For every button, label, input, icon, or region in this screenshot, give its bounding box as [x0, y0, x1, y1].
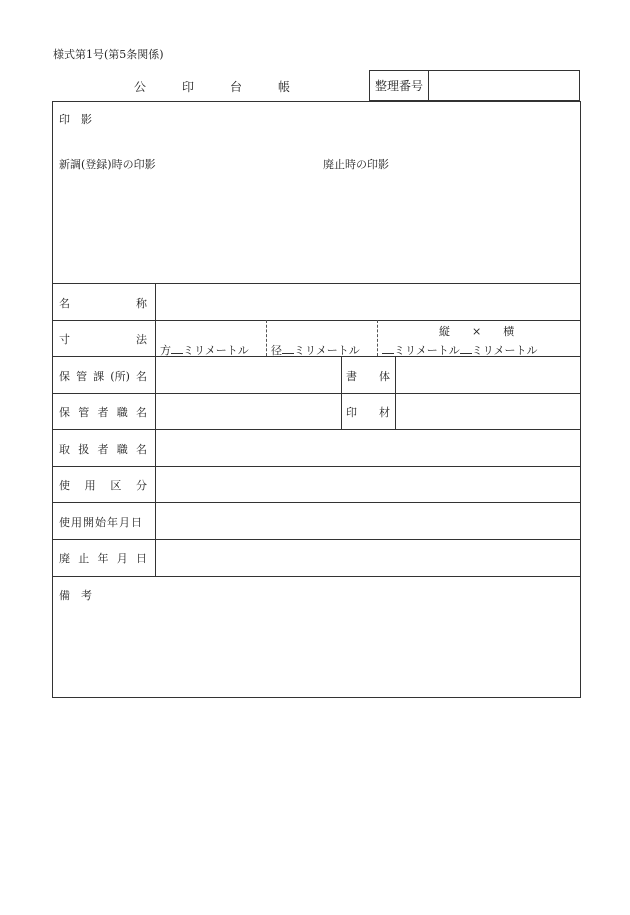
start-date-label: 使用開始年月日 [59, 516, 143, 529]
usage-label: 使 用 区 分 [59, 479, 147, 492]
form-title [52, 70, 369, 101]
dept-label: 保 管 課 (所) 名 [59, 370, 147, 383]
divider [53, 502, 580, 503]
size-label: 寸 法 [59, 333, 147, 346]
title-char-3: 台 [230, 80, 243, 94]
size-rect: ミリメートル ミリメートル [382, 342, 538, 358]
name-label: 名 称 [59, 297, 147, 310]
title-char-1: 公 [134, 80, 147, 94]
title-char-4: 帳 [278, 80, 291, 94]
divider [53, 320, 580, 321]
divider [53, 466, 580, 467]
size-rect-header: 縦 × 横 [439, 325, 515, 338]
imprint-new-label: 新調(登録)時の印影 [59, 158, 156, 171]
divider [53, 429, 580, 430]
side-column-divider [395, 356, 396, 429]
size-divider [377, 320, 378, 356]
divider [53, 393, 580, 394]
side-column-divider [341, 356, 342, 429]
keeper-label: 保 管 者 職 名 [59, 406, 147, 419]
label-column-divider [155, 283, 156, 576]
size-divider [266, 320, 267, 356]
form-number: 様式第1号(第5条関係) [53, 48, 164, 61]
size-round: 径 ミリメートル [271, 344, 360, 357]
header-row [52, 70, 580, 101]
material-label: 印 材 [346, 406, 390, 419]
serial-number-field[interactable] [429, 70, 580, 101]
divider [53, 539, 580, 540]
divider [53, 283, 580, 284]
serial-number-label: 整理番号 [369, 70, 429, 101]
end-date-label: 廃 止 年 月 日 [59, 552, 147, 565]
handler-label: 取 扱 者 職 名 [59, 443, 147, 456]
divider [53, 576, 580, 577]
title-char-2: 印 [182, 80, 195, 94]
imprint-abolish-label: 廃止時の印影 [323, 158, 389, 171]
size-square: 方 ミリメートル [160, 344, 249, 357]
notes-label: 備 考 [59, 589, 92, 602]
imprint-heading: 印 影 [59, 113, 92, 126]
seal-register-table [52, 101, 581, 698]
font-label: 書 体 [346, 370, 390, 383]
